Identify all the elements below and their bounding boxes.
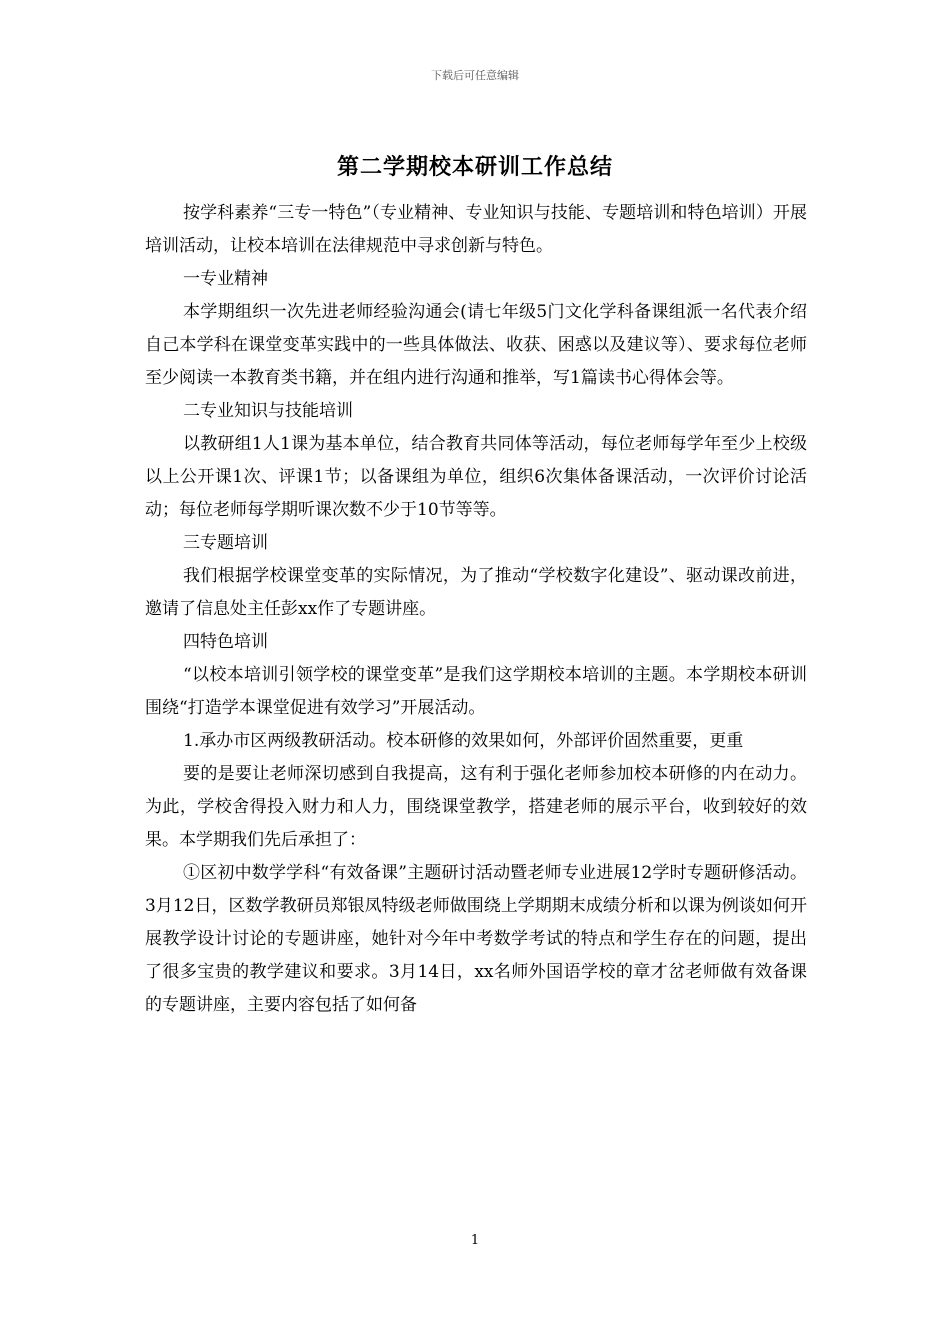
page-number: 1 — [470, 1233, 480, 1248]
document-body — [145, 197, 807, 1022]
section-4-paragraph: “以校本培训引领学校的课堂变革”是我们这学期校本培训的主题。本学期校本研训围绕“打造学本课堂促进有效学习”开展活动。 — [145, 665, 807, 718]
page-header: 下载后可任意编辑 — [431, 69, 519, 82]
intro-paragraph: 按学科素养“三专一特色”（专业精神、专业知识与技能、专题培训和特色培训）开展培训活动，让校本培训在法律规范中寻求创新与特色。 — [145, 203, 807, 256]
section-heading-2: 二专业知识与技能培训 — [183, 401, 353, 421]
section-heading-4: 四特色培训 — [183, 632, 268, 652]
section-3-paragraph: 我们根据学校课堂变革的实际情况，为了推动“学校数字化建设”、驱动课改前进，邀请了信息处主任彭xx作了专题讲座。 — [145, 566, 807, 619]
item-1-paragraph: 1.承办市区两级教研活动。校本研修的效果如何，外部评价固然重要，更重 — [183, 731, 744, 751]
document-title: 第二学期校本研训工作总结 — [336, 154, 613, 180]
section-2-paragraph: 以教研组1人1课为基本单位，结合教育共同体等活动，每位老师每学年至少上校级以上公开课1次、评课1节；以备课组为单位，组织6次集体备课活动，一次评价讨论活动；每位老师每学期听课次数不少于10节等等。 — [145, 434, 807, 520]
section-1-paragraph: 本学期组织一次先进老师经验沟通会(请七年级5门文化学科备课组派一名代表介绍自己本学科在课堂变革实践中的一些具体做法、收获、困惑以及建议等）、要求每位老师至少阅读一本教育类书籍，并在组内进行沟通和推举，写1篇读书心得体会等。 — [145, 302, 807, 388]
item-1-continuation: 要的是要让老师深切感到自我提高，这有利于强化老师参加校本研修的内在动力。为此，学校舍得投入财力和人力，围绕课堂教学，搭建老师的展示平台，收到较好的效果。本学期我们先后承担了： — [145, 764, 807, 850]
item-1-sub-paragraph: ①区初中数学学科“有效备课”主题研讨活动暨老师专业进展12学时专题研修活动。3月12日，区数学教研员郑银凤特级老师做围绕上学期期末成绩分析和以课为例谈如何开展教学设计讨论的专题讲座，她针对今年中考数学考试的特点和学生存在的问题，提出了很多宝贵的教学建议和要求。3月14日，xx名师外国语学校的章才岔老师做有效备课的专题讲座，主要内容包括了如何备 — [145, 863, 807, 1015]
section-heading-3: 三专题培训 — [183, 533, 268, 553]
section-heading-1: 一专业精神 — [183, 269, 268, 289]
